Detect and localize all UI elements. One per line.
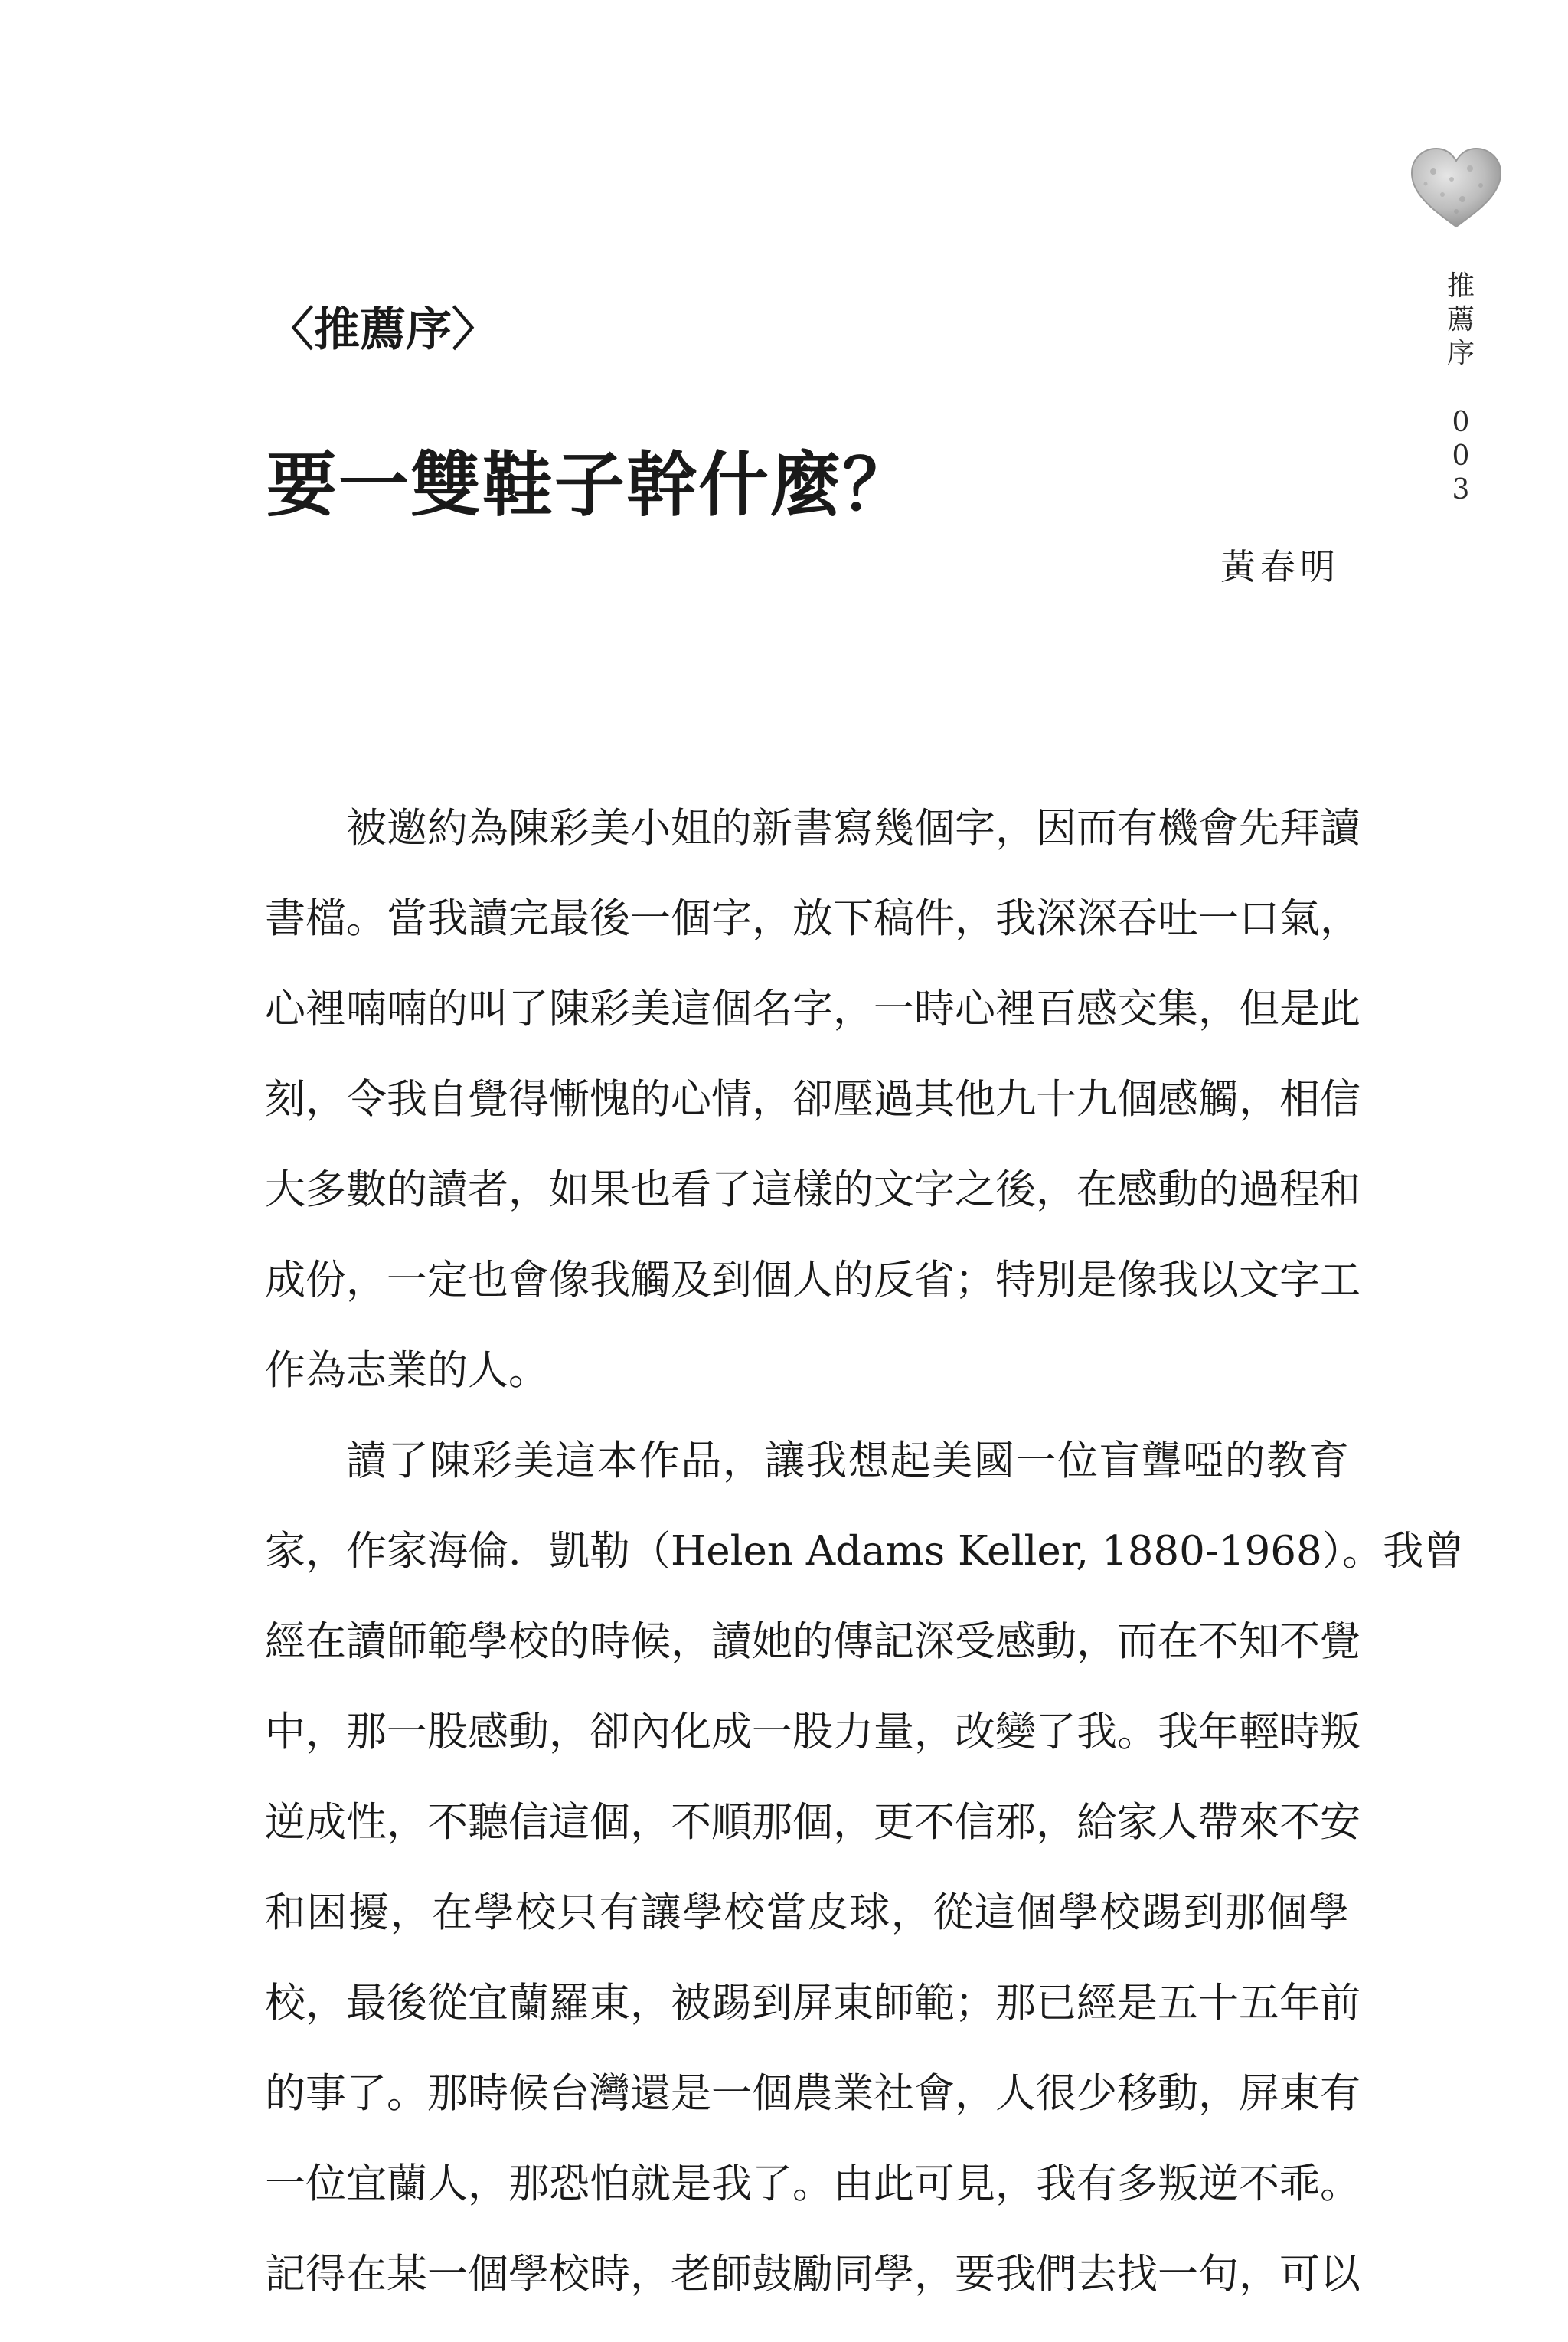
text-line: 被邀約為陳彩美小姐的新書寫幾個字，因而有機會先拜讀 [346,805,1361,852]
page-number-digit: 0 [1452,440,1470,472]
text-line: 逆成性，不聽信這個，不順那個，更不信邪，給家人帶來不安 [265,1799,1361,1846]
text-line: 作為志業的人。 [265,1347,549,1394]
text-line: 校，最後從宜蘭羅東，被踢到屏東師範；那已經是五十五年前 [265,1980,1361,2026]
running-header-section [1439,270,1482,371]
text-line: 一位宜蘭人，那恐怕就是我了。由此可見，我有多叛逆不乖。 [265,2160,1361,2207]
running-header-char: 推 [1446,270,1475,302]
text-line: 和困擾，在學校只有讓學校當皮球，從這個學校踢到那個學 [265,1889,1349,1936]
page-number-digit: 3 [1452,474,1470,505]
page-number [1439,406,1482,507]
text-line: 刻，令我自覺得慚愧的心情，卻壓過其他九十九個感觸，相信 [265,1076,1361,1123]
text-line: 經在讀師範學校的時候，讀她的傳記深受感動，而在不知不覺 [265,1618,1361,1665]
author-name: 黃春明 [1220,546,1340,587]
page-number-digit: 0 [1452,407,1470,438]
text-line: 成份，一定也會像我觸及到個人的反省；特別是像我以文字工 [265,1257,1361,1303]
heart-ornament-icon [1407,146,1505,230]
section-label: 〈推薦序〉 [268,303,498,357]
text-line: 大多數的讀者，如果也看了這樣的文字之後，在感動的過程和 [265,1166,1361,1213]
body-text [265,805,1465,2342]
text-line: 中，那一股感動，卻內化成一股力量，改變了我。我年輕時叛 [265,1709,1361,1755]
text-line: 心裡喃喃的叫了陳彩美這個名字，一時心裡百感交集，但是此 [265,986,1361,1032]
text-line: 記得在某一個學校時，老師鼓勵同學，要我們去找一句，可以 [265,2251,1361,2298]
text-line: 書檔。當我讀完最後一個字，放下稿件，我深深吞吐一口氣， [265,895,1361,942]
text-line: 讀了陳彩美這本作品，讓我想起美國一位盲聾啞的教育 [346,1438,1349,1484]
running-header-char: 薦 [1446,304,1475,335]
page-title: 要一雙鞋子幹什麼？ [266,443,915,526]
text-line: 的事了。那時候台灣還是一個農業社會，人很少移動，屏東有 [265,2070,1361,2117]
running-header-char: 序 [1446,338,1475,369]
text-line: 家，作家海倫．凱勒（Helen Adams Keller, 1880-1968）。我曾 [265,1528,1465,1575]
